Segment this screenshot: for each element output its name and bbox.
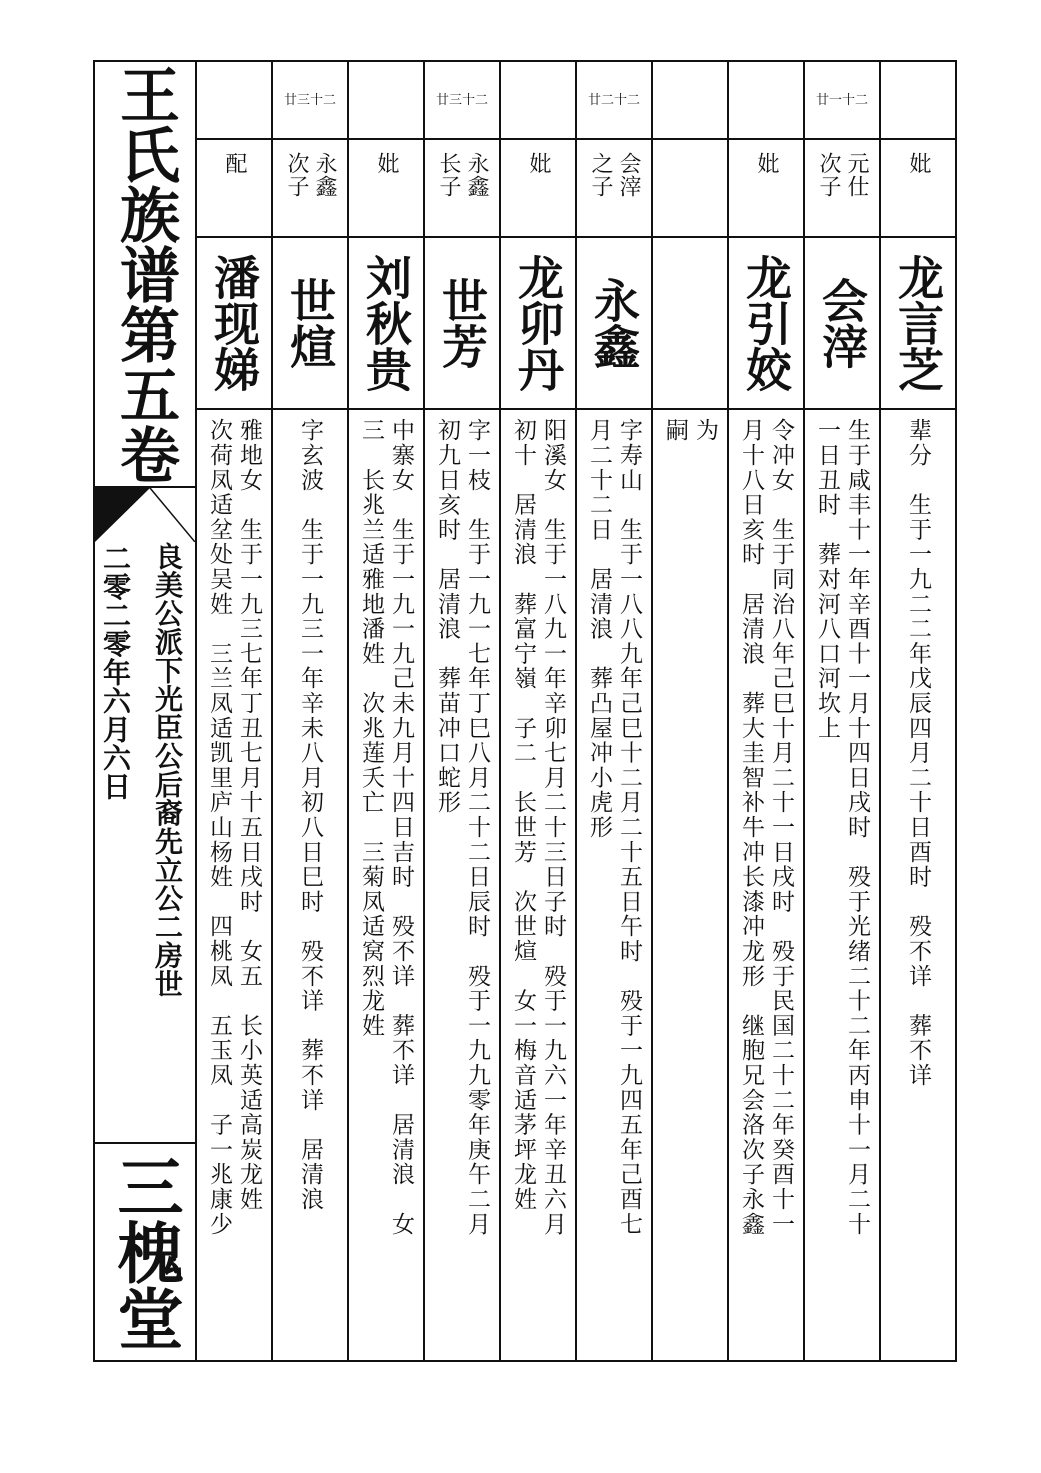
biography-cell [805,410,879,1360]
relation-cell [729,140,803,238]
relation-label: 配 [222,152,247,175]
name-cell [273,238,347,410]
biography-cell [729,410,803,1360]
genealogy-page [93,60,957,1362]
person-name: 潘现娣 [207,254,261,392]
generation-label [501,62,575,140]
biography-text: 阳溪女 生于一八九一年辛卯七月二十三日子时 殁于一九六一年辛丑六月 初十 居清浪 葬富宁嶺 子二 长世芳 次世煊 女一梅音适茅坪龙姓 [510,418,566,1237]
record-column [881,62,955,1360]
generation-label: 廿二十二 [577,62,651,140]
relation-label: 妣 [754,152,779,175]
name-cell [729,238,803,410]
biography-text: 中寨女 生于一九一九己未九月十四日吉时 殁不详 葬不详 居清浪 女 三 长兆兰适雅地潘姓 次兆莲夭亡 三菊凤适窝烈龙姓 [358,418,414,1237]
generation-label: 廿一十二 [805,62,879,140]
record-column [653,62,729,1360]
generation-label [349,62,423,140]
spine-middle [95,542,195,1144]
biography-cell [653,410,727,1360]
name-cell [577,238,651,410]
person-name: 龙卯丹 [511,254,565,392]
biography-cell [501,410,575,1360]
relation-label: 元仕 次子 [816,152,869,198]
person-name: 龙引姣 [739,254,793,392]
record-column [805,62,881,1360]
relation-cell [805,140,879,238]
record-column [349,62,425,1360]
record-column [197,62,273,1360]
biography-text: 辈分 生于一九二二年戊辰四月二十日酉时 殁不详 葬不详 [905,418,931,1088]
person-name: 永鑫 [587,277,641,369]
relation-cell [881,140,955,238]
biography-text: 令冲女 生于同治八年己巳十月二十一日戌时 殁于民国二十二年癸酉十一 月十八日亥时 居清浪 葬大圭智补牛冲长漆冲龙形 继胞兄会洛次子永鑫 [738,418,794,1237]
biography-text: 雅地女 生于一九三七年丁丑七月十五日戌时 女五 长小英适高炭龙姓 次荷凤适坌处吴姓 三兰凤适凯里庐山杨姓 四桃凤 五玉凤 子一兆康少 [206,418,262,1237]
hall-name: 三槐堂 [106,1153,184,1351]
name-cell [653,238,727,410]
relation-label: 永鑫 长子 [436,152,489,198]
generation-label: 廿三十二 [425,62,499,140]
biography-cell [197,410,271,1360]
publication-date: 二零二零年六月六日 [99,544,132,801]
person-name: 龙言芝 [891,254,945,392]
spine [95,62,197,1360]
person-name: 世芳 [435,277,489,369]
biography-text: 字玄波 生于一九三一年辛未八月初八日巳时 殁不详 葬不详 居清浪 [297,418,323,1212]
relation-cell [273,140,347,238]
relation-label: 会滓 之子 [588,152,641,198]
generation-label [881,62,955,140]
generation-label [653,62,727,140]
biography-text: 生于咸丰十一年辛酉十一月十四日戌时 殁于光绪二十二年丙申十一月二十 一日丑时 葬对河八口河坎上 [814,418,870,1237]
biography-cell [881,410,955,1360]
record-column [501,62,577,1360]
biography-cell [577,410,651,1360]
relation-cell [197,140,271,238]
relation-label: 妣 [906,152,931,175]
record-columns [197,62,955,1360]
record-column [273,62,349,1360]
record-column [729,62,805,1360]
biography-cell [273,410,347,1360]
biography-cell [425,410,499,1360]
relation-cell [501,140,575,238]
branch-subtitle: 良美公派下光臣公后裔先立公二房世 [151,542,184,998]
biography-cell [349,410,423,1360]
name-cell [881,238,955,410]
relation-cell [653,140,727,238]
relation-cell [577,140,651,238]
name-cell [349,238,423,410]
generation-label [729,62,803,140]
person-name: 会滓 [815,277,869,369]
person-name: 世煊 [283,277,337,369]
book-title: 王氏族谱第五卷 [110,64,180,484]
relation-label: 妣 [526,152,551,175]
biography-text: 为 嗣 [662,418,718,443]
person-name: 刘秋贵 [359,254,413,392]
relation-label: 妣 [374,152,399,175]
record-column [425,62,501,1360]
name-cell [501,238,575,410]
relation-label: 永鑫 次子 [284,152,337,198]
relation-cell [425,140,499,238]
generation-label: 廿三十二 [273,62,347,140]
name-cell [425,238,499,410]
generation-label [197,62,271,140]
biography-text: 字一枝 生于一九一七年丁巳八月二十二日辰时 殁于一九九零年庚午二月 初九日亥时 居清浪 葬苗冲口蛇形 [434,418,490,1237]
fishtail-mark [95,486,195,542]
record-column [577,62,653,1360]
biography-text: 字寿山 生于一八八九年己巳十二月二十五日午时 殁于一九四五年己酉七 月二十二日 居清浪 葬凸屋冲小虎形 [586,418,642,1237]
name-cell [197,238,271,410]
name-cell [805,238,879,410]
relation-cell [349,140,423,238]
